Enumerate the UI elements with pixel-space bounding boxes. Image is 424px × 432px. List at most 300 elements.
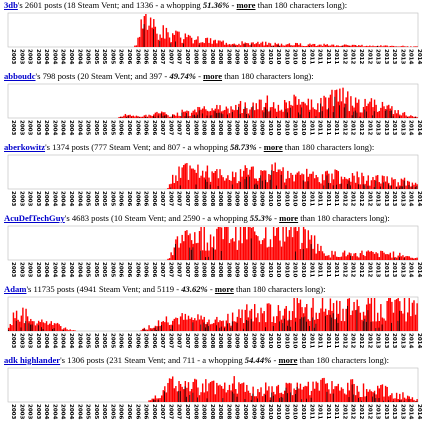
long-post-bar — [153, 400, 154, 402]
x-tick-label: 2013 — [375, 404, 381, 419]
long-post-bar — [232, 321, 233, 331]
user-caption — [4, 355, 422, 366]
post-bar — [197, 314, 198, 331]
histogram-svg — [0, 11, 424, 69]
post-bar — [153, 328, 154, 331]
post-bar — [279, 241, 280, 260]
post-bar — [267, 45, 268, 47]
post-bar — [230, 181, 231, 189]
long-post-bar — [21, 327, 22, 331]
x-tick-label: 2010 — [283, 120, 289, 135]
post-bar — [183, 320, 184, 331]
long-post-bar — [290, 108, 291, 118]
x-tick-label: 2007 — [184, 191, 190, 206]
username-link[interactable]: Adam — [4, 284, 26, 294]
long-post-bar — [278, 45, 279, 47]
post-bar — [281, 44, 282, 47]
post-bar — [159, 113, 160, 118]
x-tick-label: 2010 — [267, 120, 273, 135]
long-post-bar — [390, 111, 391, 118]
post-bar — [169, 184, 170, 189]
long-post-bar — [256, 184, 257, 189]
x-tick-label: 2011 — [325, 404, 331, 419]
post-bar — [259, 392, 260, 402]
x-axis — [10, 333, 422, 348]
post-bar — [276, 44, 277, 47]
x-tick-label: 2011 — [333, 404, 339, 419]
post-bar — [156, 112, 157, 118]
post-bar — [416, 303, 417, 331]
post-bar — [304, 103, 305, 118]
post-bar — [382, 46, 383, 47]
post-bar — [372, 46, 373, 47]
post-bar — [300, 175, 301, 189]
post-bar — [229, 44, 230, 47]
histogram-bars — [134, 14, 418, 47]
post-bar — [197, 36, 198, 47]
post-bar — [229, 180, 230, 189]
histogram-bars — [167, 227, 418, 260]
long-post-percentage: 58.73% — [230, 142, 257, 152]
post-bar — [330, 95, 331, 118]
long-post-bar — [287, 326, 288, 331]
post-bar — [371, 391, 372, 402]
x-tick-label: 2006 — [134, 191, 140, 206]
long-post-bar — [333, 112, 334, 118]
x-tick-label: 2004 — [51, 49, 57, 64]
post-bar — [317, 244, 318, 260]
long-post-bar — [297, 387, 298, 402]
post-bar — [394, 398, 395, 402]
x-tick-label: 2013 — [391, 404, 397, 419]
post-bar — [377, 386, 378, 402]
long-post-bar — [122, 117, 123, 118]
post-bar — [352, 173, 353, 189]
post-bar — [142, 29, 143, 47]
username-link[interactable]: adk highlander — [4, 355, 60, 365]
long-post-bar — [25, 321, 26, 331]
post-bar — [407, 312, 408, 331]
post-bar — [304, 386, 305, 402]
x-tick-label: 2006 — [118, 404, 124, 419]
more-link[interactable]: more — [279, 213, 298, 223]
post-bar — [360, 46, 361, 47]
long-post-bar — [267, 109, 268, 118]
x-tick-label: 2012 — [366, 191, 372, 206]
post-bar — [311, 100, 312, 119]
post-bar — [375, 46, 376, 47]
post-bar — [358, 306, 359, 331]
post-bar — [361, 45, 362, 47]
post-bar — [159, 398, 160, 402]
post-bar — [416, 117, 417, 118]
long-post-bar — [271, 393, 272, 402]
post-bar — [152, 399, 153, 402]
caption-text: posts ( — [55, 284, 80, 294]
post-bar — [388, 298, 389, 331]
post-bar — [271, 322, 272, 331]
post-bar — [167, 115, 168, 118]
long-post-bar — [308, 181, 309, 189]
post-bar — [19, 322, 20, 331]
post-bar — [167, 188, 168, 189]
post-bar — [219, 169, 220, 189]
post-bar — [270, 43, 271, 47]
post-bar — [229, 113, 230, 118]
post-bar — [267, 182, 268, 189]
post-bar — [222, 321, 223, 331]
long-post-bar — [186, 397, 187, 402]
post-bar — [227, 227, 228, 260]
long-post-bar — [234, 45, 235, 47]
post-bar — [402, 314, 403, 331]
post-bar — [287, 237, 288, 260]
post-bar — [391, 46, 392, 47]
long-post-bar — [279, 321, 280, 331]
post-bar — [297, 298, 298, 331]
caption-text: - — [257, 142, 264, 152]
long-post-bar — [249, 177, 250, 189]
x-tick-label: 2010 — [267, 191, 273, 206]
post-bar — [284, 242, 285, 260]
post-bar — [174, 35, 175, 47]
long-post-bar — [270, 180, 271, 189]
post-bar — [211, 247, 212, 260]
x-tick-label: 2012 — [366, 49, 372, 64]
post-bar — [311, 45, 312, 47]
long-post-bar — [153, 29, 154, 47]
post-bar — [364, 396, 365, 402]
x-tick-label: 2009 — [242, 49, 248, 64]
post-bar — [341, 387, 342, 402]
post-bar — [372, 321, 373, 331]
long-post-bar — [41, 327, 42, 331]
x-tick-label: 2009 — [259, 262, 265, 277]
post-bar — [327, 315, 328, 331]
post-bar — [216, 169, 217, 189]
post-bar — [415, 258, 416, 260]
post-bar — [207, 38, 208, 47]
post-bar — [275, 236, 276, 260]
post-bar — [404, 298, 405, 331]
x-tick-label: 2011 — [333, 191, 339, 206]
post-bar — [322, 46, 323, 47]
post-bar — [316, 254, 317, 260]
post-bar — [308, 230, 309, 260]
long-post-percentage: 49.74% — [169, 71, 196, 81]
post-bar — [211, 44, 212, 47]
x-tick-label: 2005 — [93, 262, 99, 277]
x-tick-label: 2004 — [68, 404, 74, 419]
username-link[interactable]: abboudc — [4, 71, 36, 81]
long-post-count: 807 — [168, 142, 181, 152]
post-bar — [202, 171, 203, 189]
long-post-bar — [377, 46, 378, 47]
long-post-bar — [366, 396, 367, 402]
caption-text: Steam Vent; and — [122, 355, 182, 365]
post-bar — [136, 45, 137, 47]
post-bar — [218, 40, 219, 47]
long-post-bar — [286, 109, 287, 118]
post-bar — [194, 379, 195, 402]
post-bar — [246, 239, 247, 260]
post-bar — [407, 396, 408, 402]
more-link[interactable]: more — [237, 0, 256, 10]
post-bar — [366, 46, 367, 47]
post-bar — [382, 251, 383, 260]
post-bar — [188, 235, 189, 260]
post-bar — [224, 45, 225, 47]
post-count: 2601 — [25, 0, 42, 10]
post-bar — [177, 113, 178, 118]
long-post-bar — [245, 44, 246, 47]
histogram-bars — [8, 298, 418, 331]
post-bar — [234, 241, 235, 260]
long-post-bar — [153, 116, 154, 118]
post-bar — [390, 298, 391, 331]
post-bar — [278, 170, 279, 189]
post-bar — [177, 181, 178, 189]
post-bar — [178, 32, 179, 47]
post-bar — [323, 378, 324, 402]
post-bar — [323, 253, 324, 260]
x-tick-label: 2011 — [325, 120, 331, 135]
long-post-bar — [202, 113, 203, 118]
post-bar — [243, 171, 244, 189]
post-bar — [150, 115, 151, 118]
post-bar — [385, 321, 386, 331]
post-bar — [249, 311, 250, 331]
long-post-bar — [301, 317, 302, 331]
caption-text: - a whopping — [200, 213, 250, 223]
post-bar — [407, 256, 408, 260]
post-bar — [374, 46, 375, 47]
post-bar — [235, 105, 236, 118]
x-tick-label: 2009 — [250, 191, 256, 206]
x-tick-label: 2005 — [109, 49, 115, 64]
long-post-bar — [372, 115, 373, 118]
post-bar — [134, 46, 135, 47]
x-tick-label: 2005 — [109, 404, 115, 419]
long-post-bar — [156, 330, 157, 331]
post-bar — [230, 239, 231, 260]
x-tick-label: 2009 — [242, 333, 248, 348]
x-tick-label: 2010 — [275, 191, 281, 206]
more-link[interactable]: more — [278, 355, 297, 365]
x-tick-label: 2013 — [391, 191, 397, 206]
post-bar — [246, 385, 247, 402]
post-bar — [371, 98, 372, 118]
post-bar — [345, 309, 346, 331]
post-bar — [235, 389, 236, 402]
post-bar — [159, 326, 160, 331]
long-post-bar — [265, 327, 266, 331]
long-post-bar — [349, 46, 350, 47]
caption-text: than 180 characters long): — [222, 71, 314, 81]
post-histogram — [0, 153, 424, 219]
x-tick-label: 2008 — [201, 404, 207, 419]
x-tick-label: 2012 — [366, 333, 372, 348]
post-bar — [177, 31, 178, 47]
long-post-bar — [207, 116, 208, 118]
post-bar — [297, 43, 298, 47]
post-bar — [308, 99, 309, 118]
post-bar — [73, 330, 74, 331]
post-bar — [282, 45, 283, 47]
long-post-bar — [245, 107, 246, 118]
post-bar — [174, 247, 175, 260]
long-post-bar — [333, 394, 334, 402]
post-bar — [322, 174, 323, 189]
long-post-bar — [358, 184, 359, 189]
long-post-bar — [333, 185, 334, 189]
x-tick-label: 2006 — [134, 262, 140, 277]
x-tick-label: 2003 — [35, 333, 41, 348]
post-bar — [322, 298, 323, 331]
post-histogram — [0, 366, 424, 432]
post-bar — [191, 38, 192, 47]
post-bar — [338, 102, 339, 118]
long-post-bar — [166, 115, 167, 118]
post-bar — [262, 396, 263, 402]
post-bar — [254, 396, 255, 402]
long-post-bar — [286, 388, 287, 402]
x-tick-label: 2009 — [242, 404, 248, 419]
post-bar — [325, 45, 326, 47]
x-tick-label: 2012 — [358, 49, 364, 64]
post-bar — [216, 383, 217, 402]
x-tick-label: 2011 — [325, 262, 331, 277]
x-tick-label: 2007 — [176, 49, 182, 64]
post-bar — [347, 255, 348, 260]
x-tick-label: 2003 — [18, 120, 24, 135]
x-tick-label: 2010 — [275, 262, 281, 277]
post-bar — [167, 259, 168, 260]
caption-text: 's — [60, 355, 67, 365]
x-tick-label: 2006 — [143, 49, 149, 64]
post-bar — [289, 230, 290, 260]
post-bar — [11, 325, 12, 331]
post-bar — [372, 252, 373, 260]
post-bar — [320, 246, 321, 260]
post-bar — [147, 330, 148, 331]
post-bar — [284, 100, 285, 118]
post-bar — [268, 386, 269, 402]
histogram-svg — [0, 295, 424, 353]
username-link[interactable]: AcuDefTechGuy — [4, 213, 65, 223]
x-tick-label: 2011 — [308, 49, 314, 64]
post-bar — [221, 175, 222, 189]
x-tick-label: 2011 — [325, 333, 331, 348]
long-post-bar — [222, 398, 223, 402]
x-tick-label: 2005 — [93, 191, 99, 206]
long-post-bar — [219, 113, 220, 118]
more-link[interactable]: more — [264, 142, 283, 152]
post-bar — [271, 247, 272, 260]
post-bar — [304, 182, 305, 189]
x-tick-label: 2008 — [225, 49, 231, 64]
caption-text: 's — [18, 0, 25, 10]
long-post-bar — [186, 113, 187, 118]
long-post-bar — [185, 116, 186, 118]
post-bar — [230, 390, 231, 402]
x-tick-label: 2009 — [234, 333, 240, 348]
post-bar — [306, 46, 307, 47]
long-post-bar — [396, 187, 397, 189]
x-tick-label: 2009 — [250, 49, 256, 64]
long-post-bar — [248, 321, 249, 331]
post-bar — [386, 176, 387, 189]
post-bar — [295, 96, 296, 118]
long-post-bar — [342, 46, 343, 47]
post-bar — [401, 46, 402, 47]
long-post-bar — [218, 113, 219, 118]
x-tick-label: 2006 — [118, 262, 124, 277]
long-post-bar — [170, 329, 171, 331]
post-bar — [281, 110, 282, 118]
post-bar — [323, 312, 324, 331]
post-bar — [297, 231, 298, 260]
more-link[interactable]: more — [203, 71, 222, 81]
x-tick-label: 2013 — [383, 120, 389, 135]
more-link[interactable]: more — [215, 284, 234, 294]
post-bar — [248, 391, 249, 402]
long-post-bar — [205, 327, 206, 331]
post-bar — [229, 323, 230, 331]
x-tick-label: 2014 — [416, 191, 422, 206]
long-post-bar — [416, 186, 417, 189]
post-bar — [293, 227, 294, 260]
x-tick-label: 2011 — [317, 120, 323, 135]
long-post-percentage: 43.62% — [181, 284, 208, 294]
post-bar — [125, 114, 126, 118]
username-link[interactable]: 3db — [4, 0, 18, 10]
x-tick-label: 2009 — [259, 49, 265, 64]
post-bar — [207, 243, 208, 260]
post-bar — [193, 169, 194, 189]
x-tick-label: 2012 — [341, 120, 347, 135]
post-bar — [325, 171, 326, 189]
post-bar — [275, 323, 276, 331]
post-bar — [224, 227, 225, 260]
post-bar — [386, 301, 387, 331]
x-tick-label: 2013 — [391, 120, 397, 135]
x-tick-label: 2006 — [126, 191, 132, 206]
x-tick-label: 2012 — [366, 404, 372, 419]
long-post-bar — [230, 328, 231, 331]
long-post-bar — [249, 115, 250, 118]
username-link[interactable]: aberkowitz — [4, 142, 45, 152]
post-bar — [334, 46, 335, 47]
post-bar — [344, 44, 345, 47]
x-tick-label: 2004 — [43, 191, 49, 206]
post-bar — [202, 383, 203, 402]
post-bar — [353, 253, 354, 260]
post-bar — [336, 386, 337, 402]
x-tick-label: 2006 — [118, 191, 124, 206]
post-bar — [252, 321, 253, 331]
post-bar — [183, 241, 184, 260]
post-bar — [385, 182, 386, 189]
post-bar — [390, 46, 391, 47]
post-bar — [342, 252, 343, 260]
x-tick-label: 2004 — [43, 333, 49, 348]
long-post-bar — [282, 398, 283, 402]
post-bar — [379, 257, 380, 260]
post-bar — [273, 227, 274, 260]
post-bar — [268, 247, 269, 260]
post-bar — [213, 173, 214, 189]
